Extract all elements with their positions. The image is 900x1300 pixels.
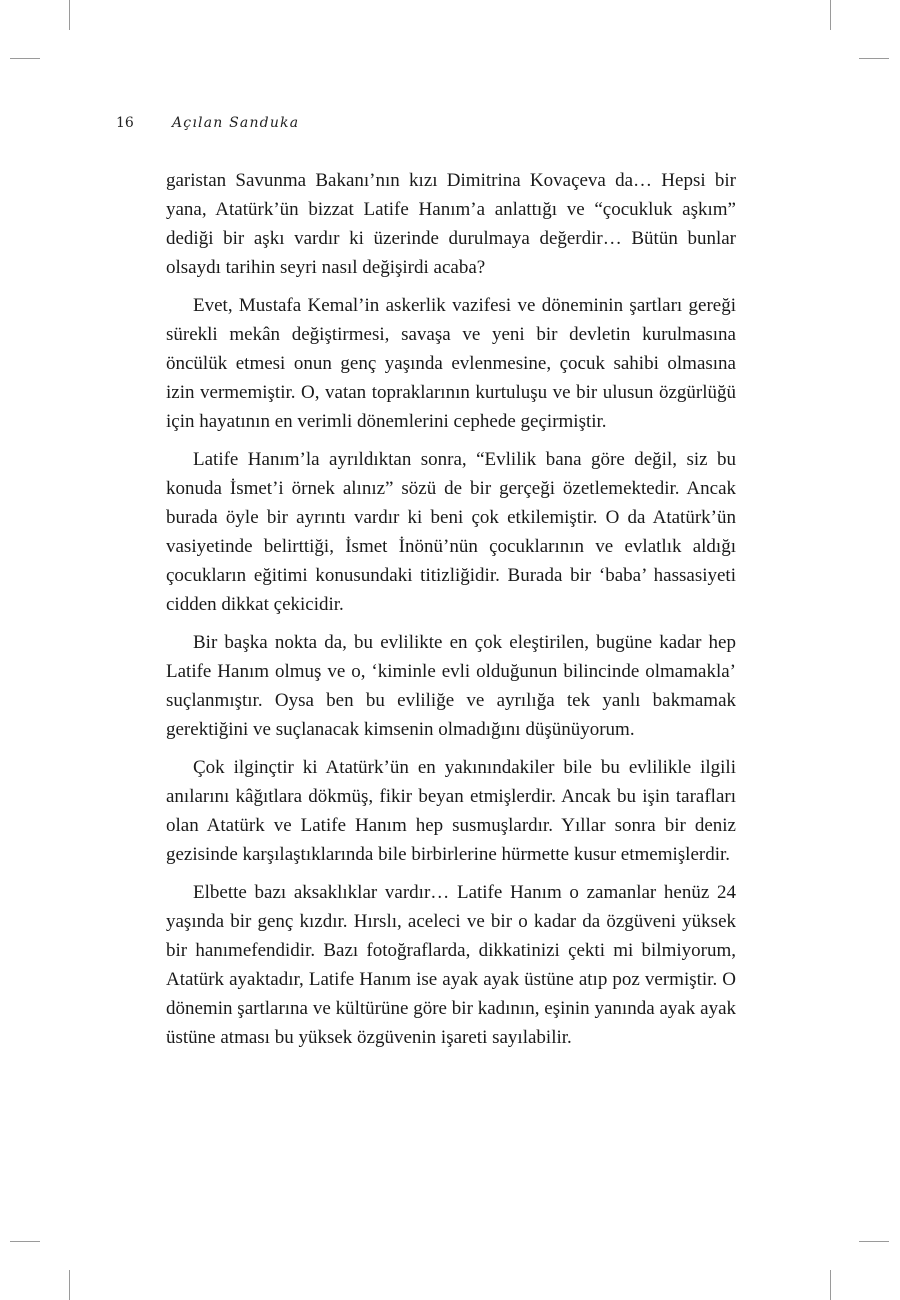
crop-mark-left-top (10, 58, 40, 59)
paragraph: Elbette bazı aksaklıklar vardır… Latife Hanım o zamanlar henüz 24 yaşında bir genç kızdır. Hırslı, aceleci ve bir o kadar da özgüveni yüksek bir hanımefendidir. Bazı fotoğraflarda, dikkatinizi çekti mi bilmiyorum, Atatürk ayaktadır, Latife Hanım ise ayak ayak üstüne atıp poz vermiştir. O dönemin şartlarına ve kültürüne göre bir kadının, eşinin yanında ayak ayak üstüne atması bu yüksek özgüvenin işareti sayılabilir. (166, 882, 736, 1048)
crop-mark-top-right (830, 0, 831, 30)
paragraph: garistan Savunma Bakanı’nın kızı Dimitrina Kovaçeva da… Hepsi bir yana, Atatürk’ün bizzat Latife Hanım’a anlattığı ve “çocukluk aşkım” dediği bir aşkı vardır ki üzerinde durulmaya değerdir… Bütün bunlar olsaydı tarihin seyri nasıl değişirdi acaba? (166, 170, 736, 278)
crop-mark-right-bottom (859, 1241, 889, 1242)
crop-mark-top-left (69, 0, 70, 30)
paragraph: Evet, Mustafa Kemal’in askerlik vazifesi ve döneminin şartları gereği sürekli mekân değiştirmesi, savaşa ve yeni bir devletin kurulmasına öncülük etmesi onun genç yaşında evlenmesine, çocuk sahibi olmasına izin vermemiştir. O, vatan topraklarının kurtuluşu ve bir ulusun özgürlüğü için hayatının en verimli dönemlerini cephede geçirmiştir. (166, 295, 736, 432)
page-number: 16 (116, 115, 134, 131)
running-title: Açılan Sanduka (172, 115, 300, 131)
page-header (116, 114, 756, 138)
body-text (166, 166, 736, 1061)
crop-mark-right-top (859, 58, 889, 59)
paragraph: Bir başka nokta da, bu evlilikte en çok eleştirilen, bugüne kadar hep Latife Hanım olmuş ve o, ‘kiminle evli olduğunun bilincinde olmamakla’ suçlanmıştır. Oysa ben bu evliliğe ve ayrılığa tek yanlı bakmamak gerektiğini ve suçlanacak kimsenin olmadığını düşünüyorum. (166, 632, 736, 740)
paragraph: Çok ilginçtir ki Atatürk’ün en yakınındakiler bile bu evlilikle ilgili anılarını kâğıtlara dökmüş, fikir beyan etmişlerdir. Ancak bu işin tarafları olan Atatürk ve Latife Hanım hep susmuşlardır. Yıllar sonra bir deniz gezisinde karşılaştıklarında bile birbirlerine hürmette kusur etmemişlerdir. (166, 757, 736, 865)
paragraph: Latife Hanım’la ayrıldıktan sonra, “Evlilik bana göre değil, siz bu konuda İsmet’i örnek alınız” sözü de bir gerçeği özetlemektedir. Ancak burada öyle bir ayrıntı vardır ki beni çok etkilemiştir. O da Atatürk’ün vasiyetinde belirttiği, İsmet İnönü’nün çocuklarının ve evlatlık aldığı çocukların eğitimi konusundaki titizliğidir. Burada bir ‘baba’ hassasiyeti cidden dikkat çekicidir. (166, 449, 736, 615)
crop-mark-bottom-left (69, 1270, 70, 1300)
crop-mark-left-bottom (10, 1241, 40, 1242)
crop-mark-bottom-right (830, 1270, 831, 1300)
